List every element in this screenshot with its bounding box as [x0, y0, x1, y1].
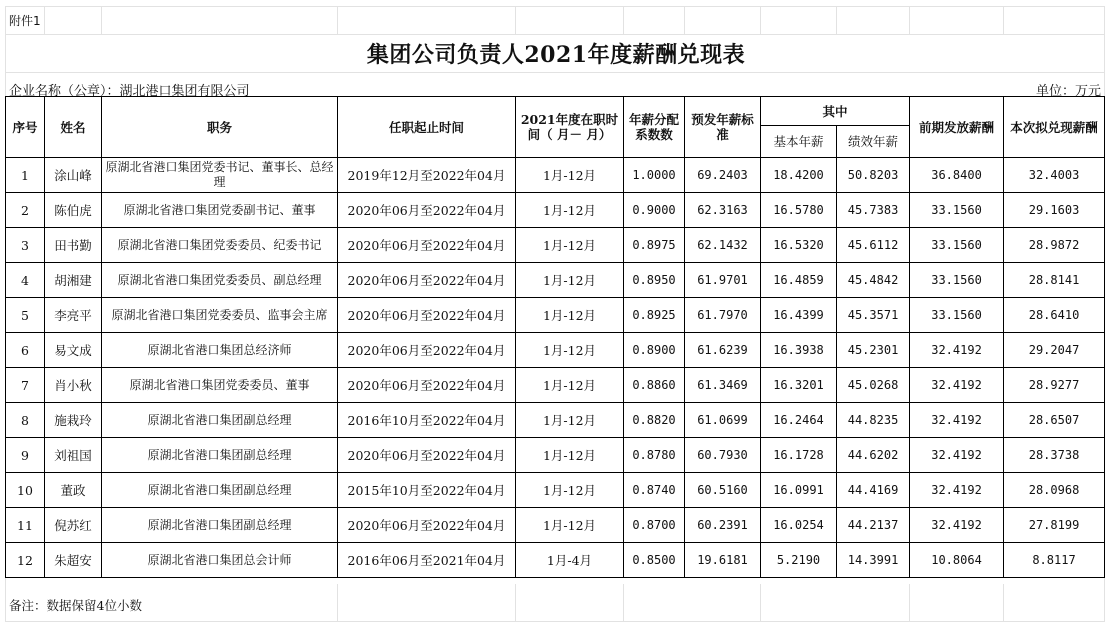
grid-line: [101, 6, 102, 34]
cell-months: 1月-12月: [516, 508, 624, 543]
page-title: 集团公司负责人2021年度薪酬兑现表: [366, 42, 746, 68]
cell-position: 原湖北省港口集团总经济师: [102, 333, 338, 368]
cell-base-salary: 16.0991: [761, 473, 837, 508]
cell-tenure: 2020年06月至2022年04月: [338, 333, 516, 368]
header-of-which: 其中: [761, 97, 910, 126]
cell-current-pay: 28.6410: [1004, 298, 1105, 333]
cell-tenure: 2016年10月至2022年04月: [338, 403, 516, 438]
cell-current-pay: 27.8199: [1004, 508, 1105, 543]
cell-base-salary: 16.5320: [761, 228, 837, 263]
table-row: [6, 193, 1105, 228]
cell-seq: 11: [6, 508, 45, 543]
grid-line: [909, 584, 910, 621]
cell-tenure: 2020年06月至2022年04月: [338, 298, 516, 333]
table-row: [6, 403, 1105, 438]
table-row: [6, 543, 1105, 578]
cell-months: 1月-12月: [516, 403, 624, 438]
cell-seq: 8: [6, 403, 45, 438]
cell-tenure: 2020年06月至2022年04月: [338, 193, 516, 228]
cell-months: 1月-12月: [516, 228, 624, 263]
cell-name: 刘祖国: [45, 438, 102, 473]
cell-prev-paid: 32.4192: [910, 438, 1004, 473]
grid-line: [684, 6, 685, 34]
attachment-label: 附件1: [9, 14, 41, 28]
grid-line: [5, 621, 1105, 622]
cell-base-salary: 16.2464: [761, 403, 837, 438]
cell-coefficient: 0.8820: [624, 403, 685, 438]
header-prepay-standard: 预发年薪标准: [685, 97, 761, 158]
grid-line: [44, 6, 45, 34]
cell-prev-paid: 33.1560: [910, 228, 1004, 263]
salary-table: [5, 96, 1105, 578]
cell-perf-salary: 45.2301: [837, 333, 910, 368]
cell-coefficient: 0.8780: [624, 438, 685, 473]
header-base-salary: 基本年薪: [761, 126, 837, 158]
table-row: [6, 473, 1105, 508]
cell-perf-salary: 14.3991: [837, 543, 910, 578]
cell-seq: 10: [6, 473, 45, 508]
cell-base-salary: 16.3938: [761, 333, 837, 368]
cell-base-salary: 16.3201: [761, 368, 837, 403]
cell-perf-salary: 44.8235: [837, 403, 910, 438]
cell-name: 朱超安: [45, 543, 102, 578]
cell-perf-salary: 45.0268: [837, 368, 910, 403]
cell-prev-paid: 33.1560: [910, 193, 1004, 228]
cell-position: 原湖北省港口集团党委委员、副总经理: [102, 263, 338, 298]
cell-perf-salary: 44.4169: [837, 473, 910, 508]
cell-seq: 1: [6, 158, 45, 193]
grid-line: [5, 72, 1105, 73]
cell-months: 1月-12月: [516, 298, 624, 333]
cell-tenure: 2020年06月至2022年04月: [338, 263, 516, 298]
cell-tenure: 2015年10月至2022年04月: [338, 473, 516, 508]
cell-prepay: 60.5160: [685, 473, 761, 508]
cell-perf-salary: 44.2137: [837, 508, 910, 543]
cell-current-pay: 28.9872: [1004, 228, 1105, 263]
grid-line: [623, 6, 624, 34]
cell-months: 1月-12月: [516, 158, 624, 193]
table-row: [6, 438, 1105, 473]
cell-prepay: 62.3163: [685, 193, 761, 228]
cell-prev-paid: 33.1560: [910, 263, 1004, 298]
cell-seq: 9: [6, 438, 45, 473]
cell-coefficient: 0.8950: [624, 263, 685, 298]
cell-base-salary: 16.1728: [761, 438, 837, 473]
cell-prev-paid: 32.4192: [910, 508, 1004, 543]
cell-seq: 3: [6, 228, 45, 263]
grid-line: [515, 6, 516, 34]
grid-line: [337, 584, 338, 621]
grid-line: [1003, 6, 1004, 34]
cell-position: 原湖北省港口集团党委委员、董事: [102, 368, 338, 403]
cell-prev-paid: 33.1560: [910, 298, 1004, 333]
cell-base-salary: 16.4399: [761, 298, 837, 333]
cell-seq: 12: [6, 543, 45, 578]
header-current-pay: 本次拟兑现薪酬: [1004, 97, 1105, 158]
cell-prepay: 61.9701: [685, 263, 761, 298]
cell-position: 原湖北省港口集团党委副书记、董事: [102, 193, 338, 228]
cell-name: 陈伯虎: [45, 193, 102, 228]
unit-label: 单位：万元: [1035, 84, 1101, 99]
cell-position: 原湖北省港口集团副总经理: [102, 438, 338, 473]
grid-line: [337, 6, 338, 34]
cell-current-pay: 28.0968: [1004, 473, 1105, 508]
company-name: 企业名称（公章）：湖北港口集团有限公司: [9, 84, 250, 99]
cell-name: 田书勤: [45, 228, 102, 263]
cell-coefficient: 0.8500: [624, 543, 685, 578]
cell-position: 原湖北省港口集团副总经理: [102, 508, 338, 543]
cell-prepay: 61.3469: [685, 368, 761, 403]
cell-months: 1月-12月: [516, 193, 624, 228]
cell-tenure: 2020年06月至2022年04月: [338, 228, 516, 263]
cell-perf-salary: 44.6202: [837, 438, 910, 473]
cell-coefficient: 0.8925: [624, 298, 685, 333]
header-position: 职务: [102, 97, 338, 158]
header-tenure: 任职起止时间: [338, 97, 516, 158]
cell-prepay: 61.7970: [685, 298, 761, 333]
cell-prev-paid: 36.8400: [910, 158, 1004, 193]
grid-line: [5, 34, 1105, 35]
grid-line: [515, 584, 516, 621]
cell-position: 原湖北省港口集团总会计师: [102, 543, 338, 578]
cell-prev-paid: 10.8064: [910, 543, 1004, 578]
cell-current-pay: 28.3738: [1004, 438, 1105, 473]
cell-months: 1月-12月: [516, 333, 624, 368]
grid-line: [1003, 584, 1004, 621]
cell-name: 施栽玲: [45, 403, 102, 438]
header-name: 姓名: [45, 97, 102, 158]
cell-base-salary: 16.0254: [761, 508, 837, 543]
cell-tenure: 2020年06月至2022年04月: [338, 368, 516, 403]
grid-line: [5, 6, 1105, 7]
cell-name: 胡湘建: [45, 263, 102, 298]
cell-months: 1月-4月: [516, 543, 624, 578]
cell-coefficient: 0.8900: [624, 333, 685, 368]
table-row: [6, 158, 1105, 193]
cell-perf-salary: 45.4842: [837, 263, 910, 298]
cell-perf-salary: 45.6112: [837, 228, 910, 263]
cell-prepay: 61.6239: [685, 333, 761, 368]
cell-current-pay: 8.8117: [1004, 543, 1105, 578]
cell-name: 倪苏红: [45, 508, 102, 543]
grid-line: [836, 6, 837, 34]
cell-coefficient: 0.8740: [624, 473, 685, 508]
cell-current-pay: 29.2047: [1004, 333, 1105, 368]
header-prev-paid: 前期发放薪酬: [910, 97, 1004, 158]
cell-prepay: 60.7930: [685, 438, 761, 473]
table-row: [6, 263, 1105, 298]
table-row: [6, 333, 1105, 368]
grid-line: [909, 6, 910, 34]
cell-position: 原湖北省港口集团党委委员、监事会主席: [102, 298, 338, 333]
cell-prev-paid: 32.4192: [910, 473, 1004, 508]
table-row: [6, 228, 1105, 263]
cell-name: 李亮平: [45, 298, 102, 333]
table-row: [6, 368, 1105, 403]
table-row: [6, 508, 1105, 543]
cell-months: 1月-12月: [516, 368, 624, 403]
cell-position: 原湖北省港口集团副总经理: [102, 473, 338, 508]
footnote: 备注：数据保留4位小数: [9, 598, 142, 613]
cell-coefficient: 0.9000: [624, 193, 685, 228]
cell-prev-paid: 32.4192: [910, 368, 1004, 403]
cell-months: 1月-12月: [516, 438, 624, 473]
cell-perf-salary: 45.3571: [837, 298, 910, 333]
header-months-2021: 2021年度在职时间（ 月－ 月）: [516, 97, 624, 158]
cell-months: 1月-12月: [516, 473, 624, 508]
cell-tenure: 2016年06月至2021年04月: [338, 543, 516, 578]
cell-coefficient: 0.8860: [624, 368, 685, 403]
cell-current-pay: 28.9277: [1004, 368, 1105, 403]
cell-base-salary: 5.2190: [761, 543, 837, 578]
cell-current-pay: 28.8141: [1004, 263, 1105, 298]
cell-position: 原湖北省港口集团党委书记、董事长、总经理: [102, 158, 338, 193]
header-seq: 序号: [6, 97, 45, 158]
table-row: [6, 298, 1105, 333]
grid-line: [760, 6, 761, 34]
cell-name: 董政: [45, 473, 102, 508]
cell-tenure: 2019年12月至2022年04月: [338, 158, 516, 193]
cell-prepay: 60.2391: [685, 508, 761, 543]
cell-position: 原湖北省港口集团副总经理: [102, 403, 338, 438]
header-coefficient: 年薪分配系数数: [624, 97, 685, 158]
cell-prepay: 61.0699: [685, 403, 761, 438]
cell-prev-paid: 32.4192: [910, 403, 1004, 438]
cell-seq: 6: [6, 333, 45, 368]
cell-current-pay: 28.6507: [1004, 403, 1105, 438]
cell-months: 1月-12月: [516, 263, 624, 298]
cell-seq: 5: [6, 298, 45, 333]
header-perf-salary: 绩效年薪: [837, 126, 910, 158]
cell-prepay: 62.1432: [685, 228, 761, 263]
grid-line: [623, 584, 624, 621]
cell-position: 原湖北省港口集团党委委员、纪委书记: [102, 228, 338, 263]
cell-coefficient: 1.0000: [624, 158, 685, 193]
cell-seq: 2: [6, 193, 45, 228]
cell-name: 涂山峰: [45, 158, 102, 193]
cell-tenure: 2020年06月至2022年04月: [338, 508, 516, 543]
cell-coefficient: 0.8700: [624, 508, 685, 543]
cell-base-salary: 18.4200: [761, 158, 837, 193]
cell-prev-paid: 32.4192: [910, 333, 1004, 368]
cell-seq: 4: [6, 263, 45, 298]
cell-coefficient: 0.8975: [624, 228, 685, 263]
cell-name: 肖小秋: [45, 368, 102, 403]
cell-base-salary: 16.5780: [761, 193, 837, 228]
cell-seq: 7: [6, 368, 45, 403]
cell-tenure: 2020年06月至2022年04月: [338, 438, 516, 473]
cell-base-salary: 16.4859: [761, 263, 837, 298]
cell-perf-salary: 50.8203: [837, 158, 910, 193]
cell-perf-salary: 45.7383: [837, 193, 910, 228]
cell-current-pay: 32.4003: [1004, 158, 1105, 193]
cell-current-pay: 29.1603: [1004, 193, 1105, 228]
cell-prepay: 69.2403: [685, 158, 761, 193]
cell-prepay: 19.6181: [685, 543, 761, 578]
grid-line: [760, 584, 761, 621]
cell-name: 易文成: [45, 333, 102, 368]
